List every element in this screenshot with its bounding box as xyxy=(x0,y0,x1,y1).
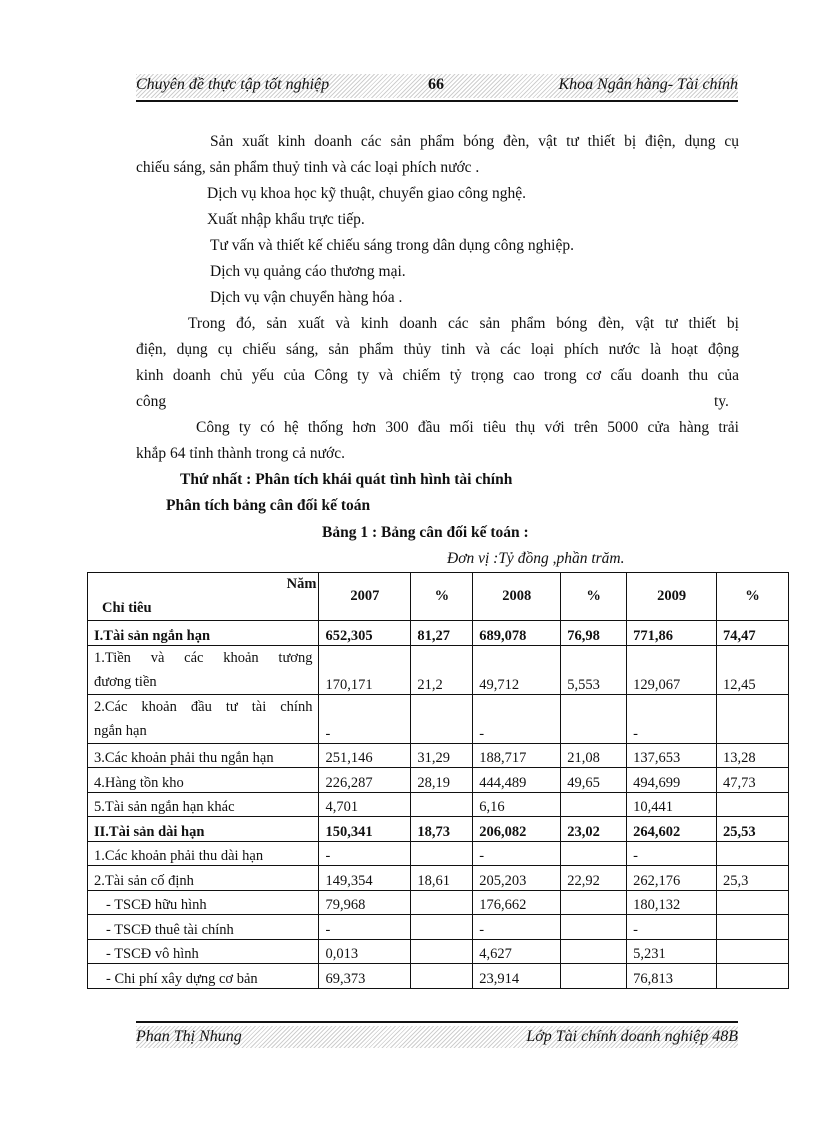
cell: 251,146 xyxy=(319,743,411,768)
row-label: 3.Các khoản phải thu ngắn hạn xyxy=(88,743,319,768)
cell: 13,28 xyxy=(717,743,789,768)
cell: - xyxy=(473,915,561,940)
cell: 150,341 xyxy=(319,817,411,842)
cell: 49,712 xyxy=(473,645,561,694)
cell: 76,98 xyxy=(561,621,627,646)
cell xyxy=(411,964,473,989)
table-row xyxy=(88,621,789,646)
balance-sheet-table xyxy=(87,572,789,989)
cell: 652,305 xyxy=(319,621,411,646)
cell: 188,717 xyxy=(473,743,561,768)
table-unit: Đơn vị :Tỷ đồng ,phần trăm. xyxy=(447,550,625,567)
cell: 226,287 xyxy=(319,768,411,793)
table-row xyxy=(88,645,789,694)
row-label: - Chi phí xây dựng cơ bản xyxy=(88,964,319,989)
cell: 262,176 xyxy=(627,866,717,891)
cell: 4,627 xyxy=(473,939,561,964)
row-label: 2.Tài sản cố định xyxy=(88,866,319,891)
cell xyxy=(561,915,627,940)
cell: 47,73 xyxy=(717,768,789,793)
row-label: 4.Hàng tồn kho xyxy=(88,768,319,793)
row-label: - TSCĐ vô hình xyxy=(88,939,319,964)
para2-line1: Trong đó, sản xuất và kinh doanh các sản phẩm bóng đèn, vật tư thiết bị xyxy=(188,315,739,332)
table-row xyxy=(88,939,789,964)
row-label: II.Tài sản dài hạn xyxy=(88,817,319,842)
col-header: 2008 xyxy=(473,573,561,621)
cell: 49,65 xyxy=(561,768,627,793)
para2-line3: kinh doanh chủ yếu của Công ty và chiếm tỷ trọng cao trong cơ cấu doanh thu của xyxy=(136,367,739,384)
section-heading: Thứ nhất : Phân tích khái quát tình hình tài chính xyxy=(180,471,513,488)
row-label: 1.Các khoản phải thu dài hạn xyxy=(88,841,319,866)
cell: - xyxy=(319,694,411,743)
page-number: 66 xyxy=(428,76,444,93)
header-left: Chuyên đề thực tập tốt nghiệp xyxy=(136,76,330,93)
cell xyxy=(717,939,789,964)
cell: 28,19 xyxy=(411,768,473,793)
para2-line4-start: công xyxy=(136,393,167,410)
cell xyxy=(411,841,473,866)
table-row xyxy=(88,694,789,743)
header-corner-cell xyxy=(88,573,319,621)
subsection-heading: Phân tích bảng cân đối kế toán xyxy=(166,497,371,514)
cell: 12,45 xyxy=(717,645,789,694)
cell: - xyxy=(319,841,411,866)
cell: 5,231 xyxy=(627,939,717,964)
cell: 21,2 xyxy=(411,645,473,694)
cell: 205,203 xyxy=(473,866,561,891)
cell: 18,61 xyxy=(411,866,473,891)
cell xyxy=(561,792,627,817)
page-footer xyxy=(136,1026,738,1048)
cell: 81,27 xyxy=(411,621,473,646)
cell: - xyxy=(627,694,717,743)
cell: 18,73 xyxy=(411,817,473,842)
cell: - xyxy=(627,915,717,940)
header-item-label: Chỉ tiêu xyxy=(102,600,152,616)
row-label-line1: 2.Các khoản đầu tư tài chính xyxy=(94,698,313,715)
para3-line1: Công ty có hệ thống hơn 300 đầu mối tiêu thụ với trên 5000 cửa hàng trải xyxy=(196,419,739,436)
list-item-3: Tư vấn và thiết kế chiếu sáng trong dân dụng công nghiệp. xyxy=(210,237,574,254)
cell: 494,699 xyxy=(627,768,717,793)
cell: 74,47 xyxy=(717,621,789,646)
table-row xyxy=(88,817,789,842)
row-label: 5.Tài sản ngắn hạn khác xyxy=(88,792,319,817)
cell: - xyxy=(473,841,561,866)
cell: - xyxy=(627,841,717,866)
header-year-label: Năm xyxy=(286,576,317,592)
list-item-5: Dịch vụ vận chuyển hàng hóa . xyxy=(210,289,403,306)
cell: 206,082 xyxy=(473,817,561,842)
header-right: Khoa Ngân hàng- Tài chính xyxy=(558,76,738,93)
cell xyxy=(717,792,789,817)
cell xyxy=(561,939,627,964)
row-label: - TSCĐ hữu hình xyxy=(88,890,319,915)
cell: 0,013 xyxy=(319,939,411,964)
footer-left: Phan Thị Nhung xyxy=(136,1028,242,1045)
list-item-2: Xuất nhập khẩu trực tiếp. xyxy=(207,211,365,228)
cell xyxy=(411,890,473,915)
cell: - xyxy=(319,915,411,940)
cell: 129,067 xyxy=(627,645,717,694)
table-row xyxy=(88,890,789,915)
row-label-line2: đương tiền xyxy=(94,673,157,690)
table-row xyxy=(88,964,789,989)
cell: 264,602 xyxy=(627,817,717,842)
table-row xyxy=(88,792,789,817)
cell xyxy=(411,939,473,964)
cell: 25,53 xyxy=(717,817,789,842)
cell: 4,701 xyxy=(319,792,411,817)
cell xyxy=(411,792,473,817)
para1-line2: chiếu sáng, sản phẩm thuỷ tinh và các loại phích nước . xyxy=(136,159,480,176)
row-label: - TSCĐ thuê tài chính xyxy=(88,915,319,940)
cell: 137,653 xyxy=(627,743,717,768)
table-title: Bảng 1 : Bảng cân đối kế toán : xyxy=(322,524,529,541)
col-header: % xyxy=(561,573,627,621)
col-header: % xyxy=(717,573,789,621)
list-item-1: Dịch vụ khoa học kỹ thuật, chuyển giao công nghệ. xyxy=(207,185,526,202)
cell: 69,373 xyxy=(319,964,411,989)
row-label xyxy=(88,694,319,743)
cell: 444,489 xyxy=(473,768,561,793)
cell: 31,29 xyxy=(411,743,473,768)
cell xyxy=(561,841,627,866)
table-row xyxy=(88,768,789,793)
cell: 6,16 xyxy=(473,792,561,817)
cell xyxy=(717,890,789,915)
footer-rule xyxy=(136,1021,738,1023)
cell xyxy=(561,890,627,915)
cell xyxy=(411,694,473,743)
col-header: 2009 xyxy=(627,573,717,621)
cell: 689,078 xyxy=(473,621,561,646)
cell xyxy=(717,915,789,940)
cell: - xyxy=(473,694,561,743)
cell xyxy=(411,915,473,940)
para1-line1: Sản xuất kinh doanh các sản phẩm bóng đèn, vật tư thiết bị điện, dụng cụ xyxy=(210,133,739,150)
table-row xyxy=(88,866,789,891)
row-label-line2: ngắn hạn xyxy=(94,722,147,739)
col-header: % xyxy=(411,573,473,621)
cell: 79,968 xyxy=(319,890,411,915)
cell xyxy=(717,841,789,866)
cell: 5,553 xyxy=(561,645,627,694)
table-row xyxy=(88,915,789,940)
cell: 21,08 xyxy=(561,743,627,768)
table-row xyxy=(88,841,789,866)
cell: 76,813 xyxy=(627,964,717,989)
footer-right: Lớp Tài chính doanh nghiệp 48B xyxy=(526,1028,738,1045)
cell: 25,3 xyxy=(717,866,789,891)
para3-line2: khắp 64 tỉnh thành trong cả nước. xyxy=(136,445,346,462)
cell: 180,132 xyxy=(627,890,717,915)
col-header: 2007 xyxy=(319,573,411,621)
row-label-line1: 1.Tiền và các khoản tương xyxy=(94,649,313,666)
cell: 10,441 xyxy=(627,792,717,817)
cell xyxy=(717,694,789,743)
list-item-4: Dịch vụ quảng cáo thương mại. xyxy=(210,263,406,280)
row-label xyxy=(88,645,319,694)
cell: 23,02 xyxy=(561,817,627,842)
header-rule xyxy=(136,100,738,102)
cell xyxy=(561,694,627,743)
cell: 149,354 xyxy=(319,866,411,891)
page-header xyxy=(136,74,738,98)
cell: 22,92 xyxy=(561,866,627,891)
para2-line4-end: ty. xyxy=(714,393,729,410)
cell: 23,914 xyxy=(473,964,561,989)
row-label: I.Tài sản ngắn hạn xyxy=(88,621,319,646)
cell: 771,86 xyxy=(627,621,717,646)
cell xyxy=(717,964,789,989)
table-row xyxy=(88,743,789,768)
table-header-row xyxy=(88,573,789,621)
cell xyxy=(561,964,627,989)
cell: 176,662 xyxy=(473,890,561,915)
cell: 170,171 xyxy=(319,645,411,694)
para2-line2: điện, dụng cụ chiếu sáng, sản phẩm thủy tinh và các loại phích nước là hoạt động xyxy=(136,341,739,358)
